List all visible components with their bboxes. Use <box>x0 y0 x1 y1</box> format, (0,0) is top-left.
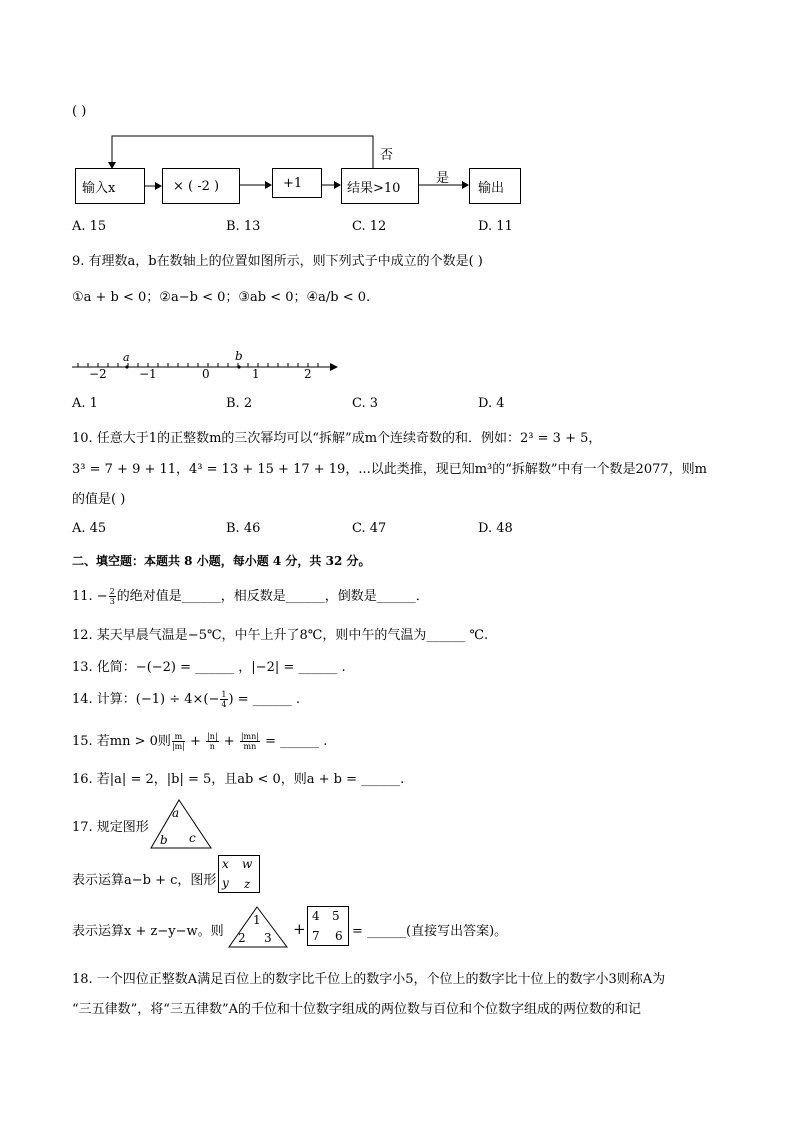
flow-input-box <box>75 168 145 204</box>
q15-fraction-3 <box>240 732 260 751</box>
q18-line1: 18. 一个四位正整数A满足百位上的数字比千位上的数字小5，个位上的数字比十位上的数字小3则称A为 <box>72 972 666 987</box>
q9-option-d: D. 4 <box>478 396 505 411</box>
q9-option-b: B. 2 <box>226 396 253 411</box>
flow-input-label: 输入x <box>82 180 116 196</box>
q17-triangle-abc <box>149 798 213 850</box>
flow-result-box <box>341 168 419 204</box>
q17-tri2-1: 1 <box>253 913 261 927</box>
flow-plus-box <box>272 168 322 198</box>
q17-sq-y: y <box>222 876 229 890</box>
q15-f3-num: |mn| <box>240 732 259 741</box>
q17-line3: 表示运算x + z−y−w。则 <box>72 924 224 939</box>
q10-option-a: A. 45 <box>72 521 107 536</box>
q11-text: 的绝对值是______，相反数是______，倒数是______． <box>116 589 429 604</box>
q14-frac-num: 1 <box>221 690 227 699</box>
q14-frac-den: 4 <box>221 700 227 709</box>
numberline-label-a: a <box>123 351 130 364</box>
q9-number-line <box>66 350 356 390</box>
q16: 16. 若|a| = 2，|b| = 5，且ab < 0，则a + b = ______. <box>72 772 405 787</box>
q14 <box>72 688 300 709</box>
q10-line1: 10. 任意大于1的正整数m的三次幂均可以“拆解”成m个连续奇数的和．例如：2³ = 3 + 5， <box>72 431 602 446</box>
q14-prefix: 14. 计算：(−1) ÷ 4×(− <box>72 692 220 707</box>
flow-yes-label: 是 <box>436 171 450 186</box>
q17-answer: = ______(直接写出答案)。 <box>352 924 508 939</box>
q17-sq2-6: 6 <box>335 929 343 943</box>
q15-prefix: 15. 若mn > 0则 <box>72 734 171 749</box>
q17-line1: 17. 规定图形 <box>72 820 149 835</box>
q15-f3-den: mn <box>243 742 257 751</box>
numberline-tick-2: 2 <box>304 367 312 381</box>
numberline-tick-neg1: −1 <box>139 367 157 381</box>
q10-option-d: D. 48 <box>478 521 513 536</box>
flow-no-label: 否 <box>380 148 394 163</box>
q10-line3: 的值是( ) <box>72 492 126 507</box>
q8-option-b: B. 13 <box>226 219 261 234</box>
q15-fraction-2 <box>206 732 219 751</box>
flow-output-box <box>469 168 521 204</box>
q15-f1-num: m <box>172 732 185 742</box>
numberline-tick-neg2: −2 <box>89 367 107 381</box>
q17-tri-b: b <box>160 833 168 847</box>
q17-sq-x: x <box>222 857 229 871</box>
q17-sq2-7: 7 <box>312 929 320 943</box>
q17-sq2-5: 5 <box>332 909 340 923</box>
q17-triangle-123 <box>227 905 289 949</box>
flow-mult-label: × ( -2 ) <box>173 178 220 194</box>
q11-prefix: 11. − <box>72 589 108 604</box>
q17-sq-z: z <box>244 877 251 891</box>
q15: 15. 若mn > 0则 $\frac{m}{|m|}$ + $\frac{|n|}{n}$ + $\frac{|mn|}{mn}$ = ______ . <box>72 732 328 751</box>
q15-f2-den: n <box>209 742 215 751</box>
q9-stem: 9. 有理数a，b在数轴上的位置如图所示，则下列式子中成立的个数是( ) <box>72 254 483 269</box>
q10-option-b: B. 46 <box>226 521 261 536</box>
q15-suffix: = ______ . <box>265 734 328 749</box>
q17-line2: 表示运算a−b + c，图形 <box>72 873 217 888</box>
numberline-label-b: b <box>235 349 243 363</box>
q8-option-c: C. 12 <box>352 219 387 234</box>
q17-sq2-4: 4 <box>312 909 320 923</box>
q17-sq-w: w <box>242 857 253 871</box>
flow-result-label: 结果>10 <box>347 180 401 196</box>
q18-line2: “三五律数”，将“三五律数”A的千位和十位数字组成的两位数与百位和个位数字组成的两位数的和记 <box>72 1002 641 1017</box>
q13: 13. 化简：−(−2) = ______ ，|−2| = ______ . <box>72 660 346 675</box>
q11-fraction <box>109 587 116 606</box>
q11-frac-den: 3 <box>109 597 115 606</box>
q12: 12. 某天早晨气温是−5℃，中午上升了8℃，则中午的气温为______ ℃. <box>72 628 489 643</box>
q8-answer-paren: ( ) <box>72 104 87 119</box>
q9-items: ①a + b < 0；②a−b < 0；③ab < 0；④a/b < 0. <box>72 290 371 305</box>
q14-fraction <box>220 690 227 709</box>
flow-plus-label: +1 <box>283 175 303 191</box>
numberline-tick-1: 1 <box>252 367 260 381</box>
flow-output-label: 输出 <box>478 180 505 196</box>
section-2-heading: 二、填空题：本题共 8 小题，每小题 4 分，共 32 分。 <box>72 554 371 568</box>
q11 <box>72 585 429 606</box>
q9-option-a: A. 1 <box>72 396 98 411</box>
q15-f1-den: |m| <box>171 742 185 751</box>
q17-tri2-2: 2 <box>238 931 246 945</box>
q8-option-a: A. 15 <box>72 219 107 234</box>
q17-tri-a: a <box>172 806 180 820</box>
q17-plus: + <box>293 920 306 938</box>
q15-fraction-1 <box>172 732 185 751</box>
q15-f2-num: |n| <box>207 732 218 741</box>
q10-option-c: C. 47 <box>352 521 387 536</box>
q17-tri-c: c <box>189 831 196 845</box>
numberline-tick-0: 0 <box>202 367 210 381</box>
q11-frac-num: 2 <box>109 587 115 596</box>
flow-mult-box <box>162 168 240 204</box>
q8-option-d: D. 11 <box>478 219 513 234</box>
q9-option-c: C. 3 <box>352 396 379 411</box>
q10-line2: 3³ = 7 + 9 + 11，4³ = 13 + 15 + 17 + 19，...以此类推，现已知m³的“拆解数”中有一个数是2077，则m <box>72 462 707 477</box>
q14-suffix: ) = ______ . <box>228 692 300 707</box>
q17-tri2-3: 3 <box>264 931 272 945</box>
